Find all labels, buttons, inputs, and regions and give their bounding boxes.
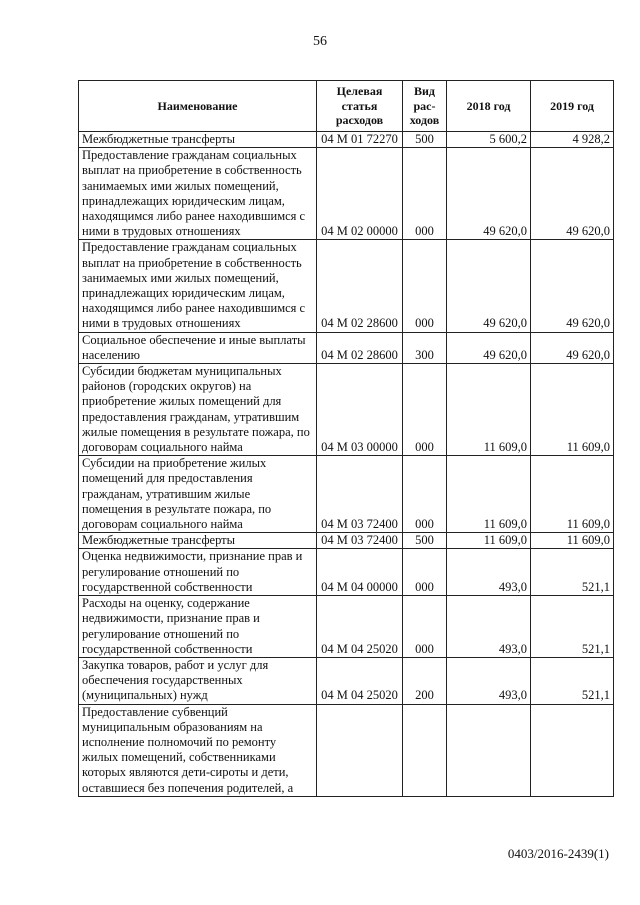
- cell-2018: 49 620,0: [447, 332, 531, 363]
- cell-2019: 49 620,0: [531, 148, 614, 240]
- cell-code: 04 М 03 72400: [317, 456, 403, 533]
- cell-name: Субсидии на приобретение жилых помещений для предоставления гражданам, утратившим жилые помещения в результате пожара, по договорам социального найма: [79, 456, 317, 533]
- cell-2018: 49 620,0: [447, 240, 531, 332]
- cell-name: Социальное обеспечение и иные выплаты населению: [79, 332, 317, 363]
- cell-name: Предоставление субвенций муниципальным образованиям на исполнение полномочий по ремонту жилых помещений, собственниками которых являются дети-сироты и дети, оставшиеся без попечения родителей, а: [79, 704, 317, 796]
- cell-2018: [447, 704, 531, 796]
- cell-type: 500: [403, 533, 447, 549]
- table-row: [79, 456, 614, 533]
- cell-name: Межбюджетные трансферты: [79, 132, 317, 148]
- cell-name: Межбюджетные трансферты: [79, 533, 317, 549]
- cell-type: 000: [403, 148, 447, 240]
- table-row: [79, 148, 614, 240]
- cell-code: 04 М 02 00000: [317, 148, 403, 240]
- cell-type: 000: [403, 240, 447, 332]
- cell-type: 500: [403, 132, 447, 148]
- cell-code: 04 М 03 72400: [317, 533, 403, 549]
- cell-code: 04 М 02 28600: [317, 332, 403, 363]
- table-row: [79, 533, 614, 549]
- cell-2018: 11 609,0: [447, 456, 531, 533]
- cell-2019: 11 609,0: [531, 533, 614, 549]
- table-row: [79, 132, 614, 148]
- table-row: [79, 332, 614, 363]
- header-2018: 2018 год: [447, 81, 531, 132]
- budget-table: [78, 80, 614, 797]
- cell-2019: 49 620,0: [531, 240, 614, 332]
- cell-code: 04 М 04 25020: [317, 596, 403, 658]
- table-body: [79, 132, 614, 797]
- cell-name: Предоставление гражданам социальных выплат на приобретение в собственность занимаемых ими жилых помещений, принадлежащих юридическим лицам, находящимся либо ранее находившимся с ними в трудовых отношениях: [79, 240, 317, 332]
- cell-2018: 493,0: [447, 657, 531, 704]
- cell-2019: 521,1: [531, 549, 614, 596]
- header-name: Наименование: [79, 81, 317, 132]
- cell-2019: 4 928,2: [531, 132, 614, 148]
- cell-code: 04 М 02 28600: [317, 240, 403, 332]
- cell-type: 300: [403, 332, 447, 363]
- cell-2018: 5 600,2: [447, 132, 531, 148]
- table-row: [79, 240, 614, 332]
- cell-name: Закупка товаров, работ и услуг для обеспечения государственных (муниципальных) нужд: [79, 657, 317, 704]
- cell-2019: 521,1: [531, 657, 614, 704]
- table-row: [79, 549, 614, 596]
- cell-2019: 521,1: [531, 596, 614, 658]
- table-row: [79, 596, 614, 658]
- cell-type: 000: [403, 549, 447, 596]
- cell-2018: 11 609,0: [447, 364, 531, 456]
- document-code: 0403/2016-2439(1): [507, 846, 609, 861]
- cell-type: 200: [403, 657, 447, 704]
- cell-code: 04 М 03 00000: [317, 364, 403, 456]
- cell-name: Оценка недвижимости, признание прав и регулирование отношений по государственной собственности: [79, 549, 317, 596]
- table-header-row: [79, 81, 614, 132]
- cell-name: Субсидии бюджетам муниципальных районов (городских округов) на приобретение жилых помещений для предоставления гражданам, утратившим жилые помещения в результате пожара, по договорам социального найма: [79, 364, 317, 456]
- page-number: 56: [313, 34, 327, 49]
- cell-type: 000: [403, 456, 447, 533]
- cell-2018: 493,0: [447, 596, 531, 658]
- cell-type: [403, 704, 447, 796]
- header-type: Вид рас- ходов: [403, 81, 447, 132]
- cell-2018: 493,0: [447, 549, 531, 596]
- cell-name: Предоставление гражданам социальных выплат на приобретение в собственность занимаемых ими жилых помещений, принадлежащих юридическим лицам, находящимся либо ранее находившимся с ними в трудовых отношениях: [79, 148, 317, 240]
- cell-2019: 49 620,0: [531, 332, 614, 363]
- cell-code: 04 М 01 72270: [317, 132, 403, 148]
- header-2019: 2019 год: [531, 81, 614, 132]
- cell-2019: 11 609,0: [531, 364, 614, 456]
- cell-type: 000: [403, 596, 447, 658]
- cell-2018: 11 609,0: [447, 533, 531, 549]
- table-row: [79, 704, 614, 796]
- table-row: [79, 657, 614, 704]
- cell-2018: 49 620,0: [447, 148, 531, 240]
- cell-code: 04 М 04 00000: [317, 549, 403, 596]
- table-row: [79, 364, 614, 456]
- cell-2019: 11 609,0: [531, 456, 614, 533]
- cell-code: 04 М 04 25020: [317, 657, 403, 704]
- cell-name: Расходы на оценку, содержание недвижимости, признание прав и регулирование отношений по государственной собственности: [79, 596, 317, 658]
- cell-2019: [531, 704, 614, 796]
- cell-type: 000: [403, 364, 447, 456]
- cell-code: [317, 704, 403, 796]
- header-code: Целевая статья расходов: [317, 81, 403, 132]
